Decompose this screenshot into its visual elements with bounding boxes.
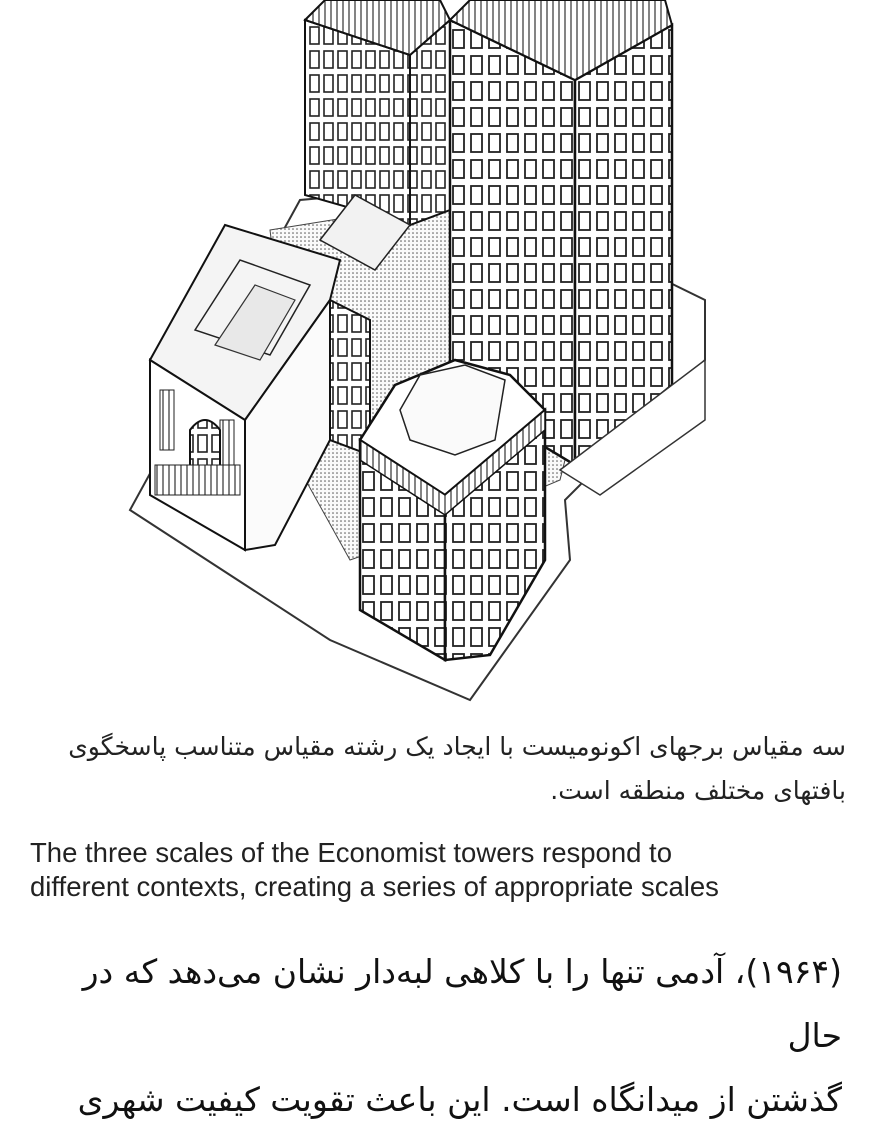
caption-english xyxy=(30,836,862,904)
body-text-line-1: (۱۹۶۴)، آدمی تنها را با کلاهی لبه‌دار نشان می‌دهد که در حال xyxy=(82,952,842,1055)
body-text-persian xyxy=(20,940,842,1132)
caption-persian xyxy=(20,725,846,813)
caption-persian-line-1: سه مقیاس برجهای اکونومیست با ایجاد یک رشته مقیاس متناسب پاسخگوی xyxy=(68,732,846,761)
caption-persian-line-2: بافتهای مختلف منطقه است. xyxy=(550,776,846,805)
body-text-line-2: گذشتن از میدانگاه است. این باعث تقویت کیفیت شهری xyxy=(77,1080,842,1119)
caption-english-line-1: The three scales of the Economist towers respond to xyxy=(30,837,672,868)
caption-english-line-2: different contexts, creating a series of appropriate scales xyxy=(30,871,719,902)
